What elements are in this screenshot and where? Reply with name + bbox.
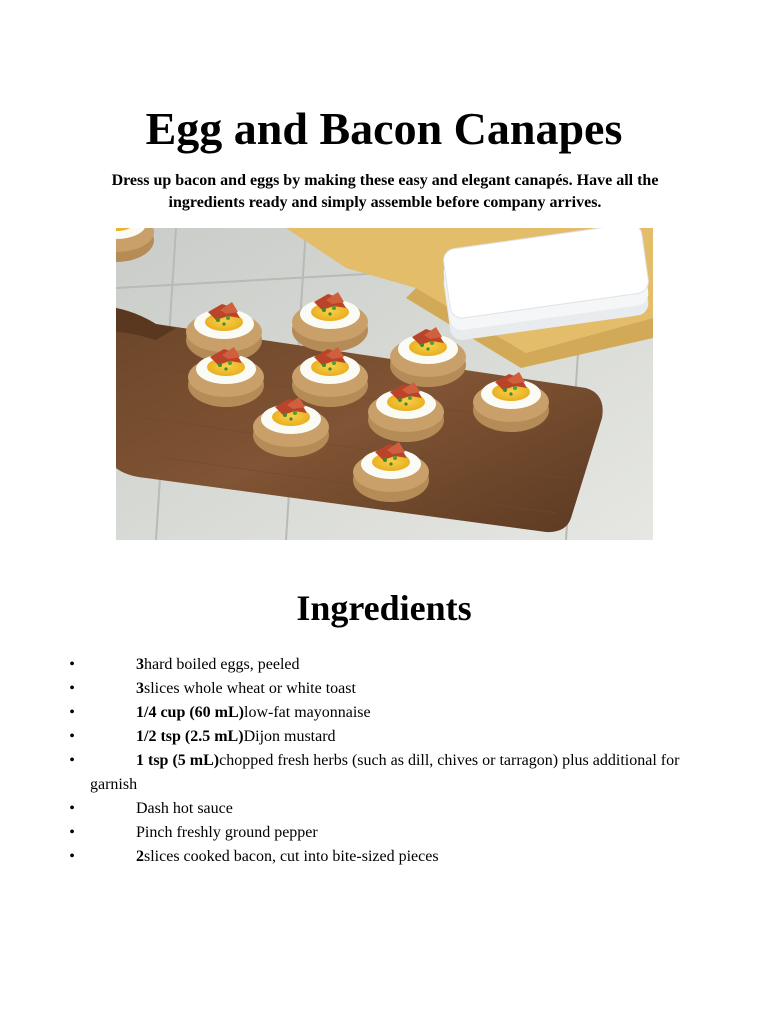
- recipe-photo: [116, 228, 653, 540]
- ingredient-text: hard boiled eggs, peeled: [144, 656, 300, 673]
- ingredient-text: chopped fresh herbs (such as dill, chives or tarragon) plus additional for garnish: [90, 752, 680, 793]
- bullet-icon: •: [69, 848, 75, 865]
- ingredient-amount: 1/2 tsp (2.5 mL): [136, 728, 244, 745]
- ingredient-amount: 3: [136, 656, 144, 673]
- ingredient-text: slices cooked bacon, cut into bite-sized pieces: [144, 848, 439, 865]
- bullet-icon: •: [69, 752, 75, 769]
- ingredient-item: [66, 845, 696, 869]
- ingredient-item: [66, 821, 696, 845]
- ingredient-item: [66, 701, 696, 725]
- ingredient-text: Dijon mustard: [243, 728, 336, 745]
- recipe-title: Egg and Bacon Canapes: [145, 103, 623, 154]
- ingredient-item: [66, 797, 696, 821]
- ingredient-text: slices whole wheat or white toast: [144, 680, 356, 697]
- bullet-icon: •: [69, 656, 75, 673]
- bullet-icon: •: [69, 824, 75, 841]
- ingredient-text: Dash hot sauce: [136, 800, 233, 817]
- bullet-icon: •: [69, 680, 75, 697]
- ingredient-text: low-fat mayonnaise: [244, 704, 371, 721]
- ingredients-heading: Ingredients: [296, 588, 472, 628]
- bullet-icon: •: [69, 728, 75, 745]
- bullet-icon: •: [69, 704, 75, 721]
- ingredient-item: [66, 749, 696, 797]
- ingredient-amount: 2: [136, 848, 144, 865]
- ingredient-amount: 1 tsp (5 mL): [136, 752, 220, 769]
- bullet-icon: •: [69, 800, 75, 817]
- ingredient-item: [66, 653, 696, 677]
- ingredient-amount: 3: [136, 680, 144, 697]
- ingredient-text: Pinch freshly ground pepper: [136, 824, 318, 841]
- recipe-intro: Dress up bacon and eggs by making these easy and elegant canapés. Have all the ingredients ready and simply assemble before company arrives.: [111, 172, 659, 211]
- ingredient-amount: 1/4 cup (60 mL): [136, 704, 244, 721]
- ingredients-list: [66, 653, 696, 869]
- ingredient-item: [66, 725, 696, 749]
- ingredient-item: [66, 677, 696, 701]
